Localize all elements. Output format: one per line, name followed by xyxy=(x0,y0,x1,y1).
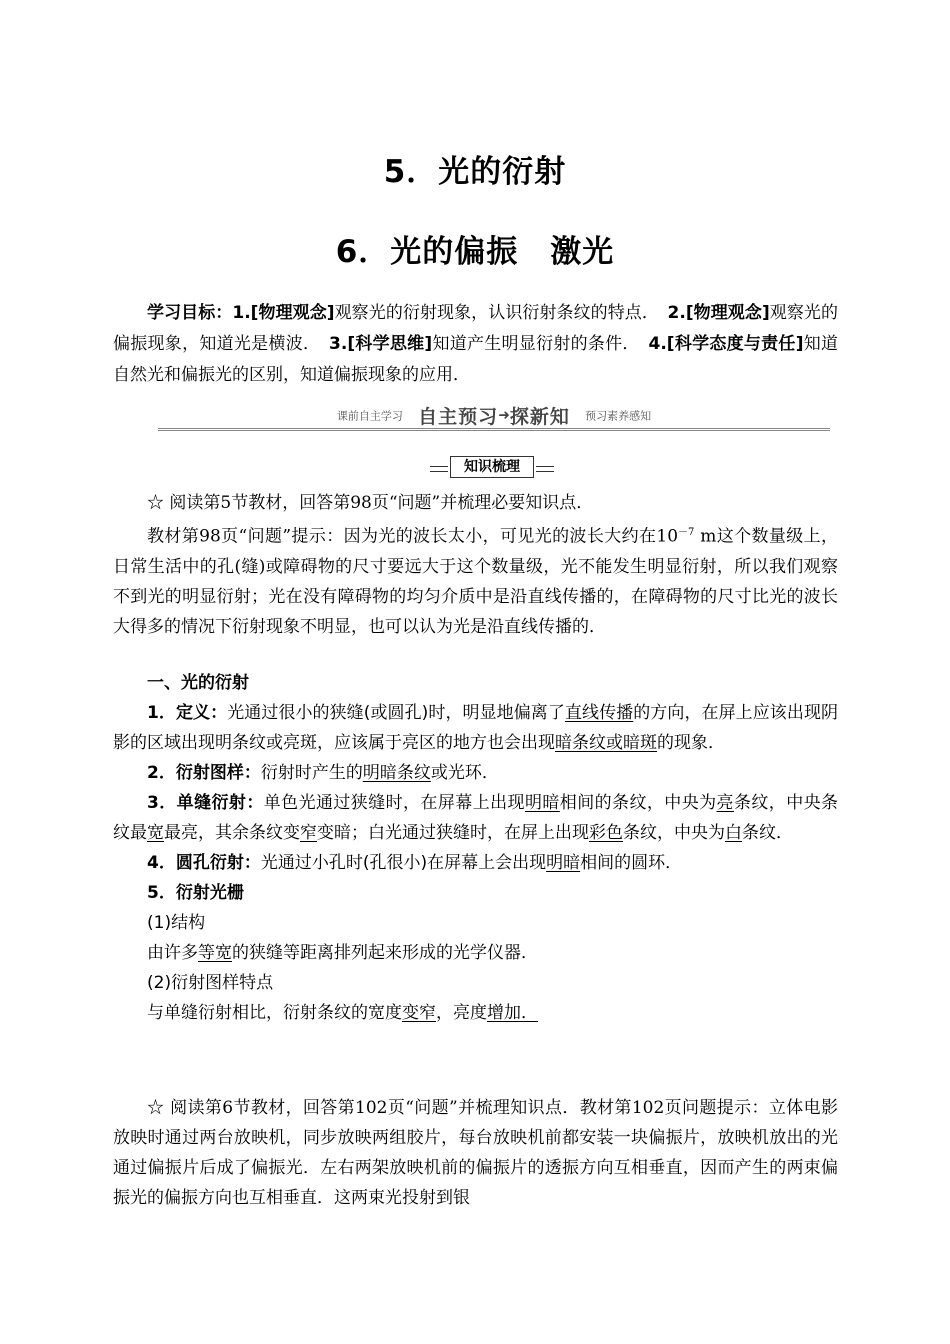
objective-tag: [物理观念] xyxy=(250,303,335,323)
textbook-hint: 教材第98页“问题”提示：因为光的波长太小，可见光的波长大约在$10^{-7}$ m这个数量级上，日常生活中的孔(缝)或障碍物的尺寸要远大于这个数量级，光不能发生明显衍射，所以我们观察不到光的明显衍射；光在没有障碍物的均匀介质中是沿直线传播的，在障碍物的尺寸比光的波长大得多的情况下衍射现象不明显，也可以认为光是沿直线传播的． xyxy=(113,526,838,637)
chapter-title-2: 6．光的偏振 激光 xyxy=(335,234,615,270)
blank-answer: 暗条纹或暗斑 xyxy=(555,733,657,753)
grating-structure-text: 由许多等宽的狭缝等距离排列起来形成的光学仪器． xyxy=(147,943,538,963)
banner-main-label-2: 探新知 xyxy=(509,406,570,428)
grating-structure-heading: (1)结构 xyxy=(147,913,206,933)
grating-pattern-heading: (2)衍射图样特点 xyxy=(147,973,274,993)
objective-tag: [物理观念] xyxy=(685,303,770,323)
circular-hole-item: 4．圆孔衍射：光通过小孔时(孔很小)在屏幕上会出现明暗相间的圆环． xyxy=(147,853,683,873)
knowledge-box xyxy=(430,456,554,478)
definition-item: 1．定义：光通过很小的狭缝(或圆孔)时，明显地偏离了直线传播的方向，在屏上应该出现阴影的区域出现明条纹或亮斑，应该属于亮区的地方也会出现暗条纹或暗斑的现象． xyxy=(113,703,839,753)
banner-main-label: 自主预习 xyxy=(418,406,499,428)
banner-right-label: 预习素养感知 xyxy=(585,409,652,423)
reading-section-6 xyxy=(113,1093,838,1213)
blank-answer: 明暗 xyxy=(524,793,560,813)
grating-pattern-text: 与单缝衍射相比，衍射条纹的宽度变窄，亮度增加． xyxy=(147,1003,538,1023)
objective-tag: [科学思维] xyxy=(347,334,433,354)
reading-instruction-2: ☆ 阅读第6节教材，回答第102页“问题”并梳理知识点．教材第102页问题提示：立体电影放映时通过两台放映机，同步放映两组胶片，每台放映机前都安装一块偏振片，放映机放出的光通过偏振片后成了偏振光．左右两架放映机前的偏振片的透振方向互相垂直，因而产生的两束偏振光的偏振方向也互相垂直．这两束光投射到银 xyxy=(113,1098,838,1208)
blank-answer: 白 xyxy=(725,823,742,843)
chapter-title-1: 5．光的衍射 xyxy=(383,154,567,190)
pattern-item: 2．衍射图样：衍射时产生的明暗条纹或光环． xyxy=(147,763,499,783)
section-heading: 一、光的衍射 xyxy=(147,673,249,693)
banner-left-label: 课前自主学习 xyxy=(336,409,403,423)
blank-answer: 彩色 xyxy=(589,823,623,843)
box-left-bar xyxy=(430,466,448,472)
grating-heading: 5．衍射光栅 xyxy=(147,883,244,903)
single-slit-item: 3．单缝衍射：单色光通过狭缝时，在屏幕上出现明暗相间的条纹，中央为亮条纹，中央条纹最宽最亮，其余条纹变窄变暗；白光通过狭缝时，在屏上出现彩色条纹，中央为白条纹． xyxy=(113,793,839,843)
blank-answer: 明暗条纹 xyxy=(362,763,431,783)
blank-answer: 亮 xyxy=(716,793,734,813)
objective-tag: [科学态度与责任] xyxy=(666,334,804,354)
blank-answer: 明暗 xyxy=(546,853,581,873)
learning-objectives: 学习目标：1.[物理观念]观察光的衍射现象，认识衍射条纹的特点． 2.[物理观念]观察光的偏振现象，知道光是横波． 3.[科学思维]知道产生明显衍射的条件． 4.[科学态度与责任]知道自然光和偏振光的区别，知道偏振现象的应用． xyxy=(113,303,839,385)
blank-answer: 等宽 xyxy=(198,943,232,963)
blank-answer: 变窄 xyxy=(402,1003,436,1023)
blank-answer: 增加． xyxy=(487,1003,538,1023)
reading-section-5 xyxy=(113,488,838,642)
reading-instruction: ☆ 阅读第5节教材，回答第98页“问题”并梳理必要知识点． xyxy=(147,493,594,513)
blank-answer: 窄 xyxy=(300,823,317,843)
box-right-bar xyxy=(536,466,554,472)
blank-answer: 宽 xyxy=(147,823,164,843)
objectives-label: 学习目标： xyxy=(147,303,233,323)
arrow-icon: ➜ xyxy=(498,407,510,424)
diffraction-section xyxy=(113,668,838,1028)
blank-answer: 直线传播 xyxy=(564,703,634,723)
knowledge-box-label: 知识梳理 xyxy=(450,456,534,478)
section-banner xyxy=(158,402,830,436)
